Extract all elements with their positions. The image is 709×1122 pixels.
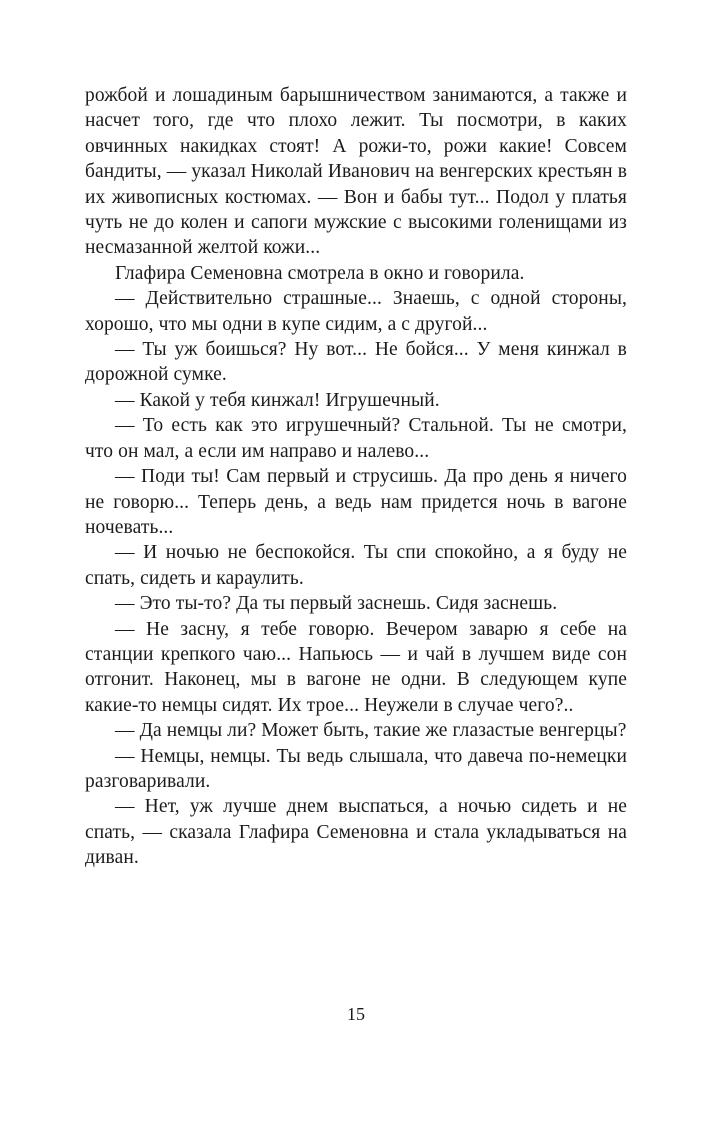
- paragraph: — Это ты-то? Да ты первый заснешь. Сидя заснешь.: [115, 593, 558, 615]
- paragraph: — То есть как это игрушечный? Стальной. Ты не смотри, что он мал, а если им направо и налево...: [85, 415, 627, 462]
- paragraph: — Не засну, я тебе говорю. Вечером заварю я себе на станции крепкого чаю... Напьюсь — и чай в лучшем виде сон отгонит. Наконец, мы в вагоне не одни. В следующем купе какие-то немцы сидят. Их трое... Неужели в случае чего?..: [85, 618, 627, 716]
- page-number: 15: [347, 1004, 365, 1024]
- paragraph: — Нет, уж лучше днем выспаться, а ночью сидеть и не спать, — сказала Глафира Семеновна и стала укладываться на диван.: [85, 796, 627, 869]
- text-column: [85, 83, 627, 871]
- paragraph: — Ты уж боишься? Ну вот... Не бойся... У меня кинжал в дорожной сумке.: [85, 339, 627, 386]
- paragraph: — Действительно страшные... Знаешь, с одной стороны, хорошо, что мы одни в купе сидим, а с другой...: [85, 288, 627, 335]
- paragraph: — Поди ты! Сам первый и струсишь. Да про день я ничего не говорю... Теперь день, а ведь нам придется ночь в вагоне ночевать...: [85, 466, 627, 538]
- paragraph: Глафира Семеновна смотрела в окно и говорила.: [115, 262, 525, 284]
- paragraph: — Немцы, немцы. Ты ведь слышала, что давеча по-немецки разговаривали.: [85, 745, 627, 792]
- paragraph: — Какой у тебя кинжал! Игрушечный.: [115, 389, 440, 411]
- paragraph: — Да немцы ли? Может быть, такие же глазастые венгерцы?: [115, 720, 627, 742]
- paragraph: — И ночью не беспокойся. Ты спи спокойно, а я буду не спать, сидеть и караулить.: [85, 542, 627, 589]
- paragraph: рожбой и лошадиным барышничеством занимаются, а также и насчет того, где что плохо лежит. Ты посмотри, в каких овчинных накидках стоят! А рожи-то, рожи какие! Совсем бандиты, — указал Николай Иванович на венгерских крестьян в их живописных костюмах. — Вон и бабы тут... Подол у платья чуть не до колен и сапоги мужские с высокими голенищами из несмазанной желтой кожи...: [85, 85, 627, 259]
